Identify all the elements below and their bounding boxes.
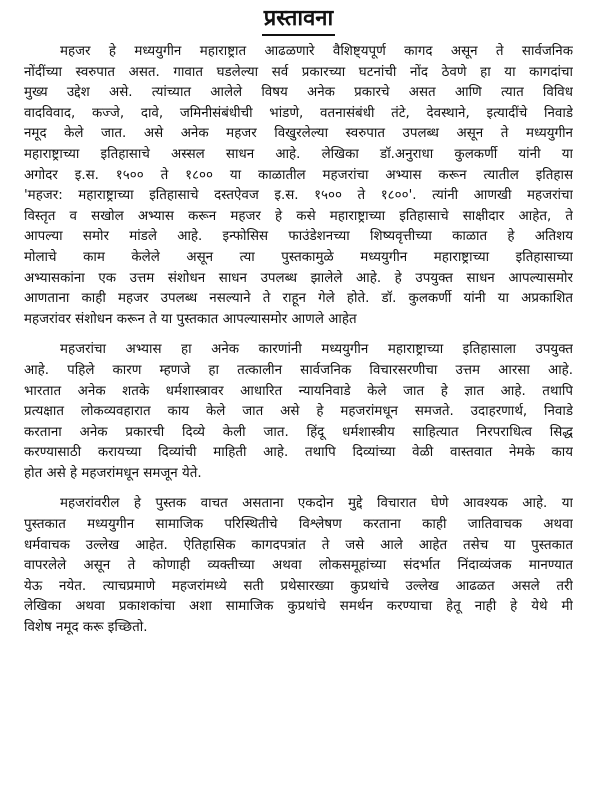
paragraph-line: महाराष्ट्राच्या इतिहासाचे अस्सल साधन आहे. लेखिका डॉ.अनुराधा कुलकर्णी यांनी या: [24, 146, 573, 162]
paragraph-line: आणताना काही महजर उपलब्ध नसल्याने ते राहून गेले होते. डॉ. कुलकर्णी यांनी या अप्रकाशित: [24, 291, 573, 307]
paragraph-line: महजर हे मध्ययुगीन महाराष्ट्रात आढळणारे वैशिष्ट्यपूर्ण कागद असून ते सार्वजनिक: [60, 44, 573, 59]
paragraph-2: [24, 340, 573, 484]
paragraph-line: प्रत्यक्षात लोकव्यवहारात काय केले जात असे हे महजरांमधून समजते. उदाहरणार्थ, निवाडे: [24, 404, 573, 420]
paragraph-line: धर्मवाचक उल्लेख आहेत. ऐतिहासिक कागदपत्रांत ते जसे आले आहेत तसेच या पुस्तकात: [24, 537, 573, 553]
paragraph-line: पुस्तकात मध्ययुगीन सामाजिक परिस्थितीचे विश्लेषण करताना काही जातिवाचक अथवा: [24, 517, 573, 533]
paragraph-line: महजरांवर संशोधन करून ते या पुस्तकात आपल्यासमोर आणले आहेत: [24, 311, 357, 327]
paragraph-line: भारतात अनेक शतके धर्मशास्त्रावर आधारित न्यायनिवाडे केले जात हे ज्ञात आहे. तथापि: [24, 383, 573, 399]
title-wrapper: [24, 4, 573, 36]
paragraph-line: महजरांवरील हे पुस्तक वाचत असताना एकदोन मुद्दे विचारात घेणे आवश्यक आहे. या: [60, 496, 573, 512]
paragraph-line: लेखिका अथवा प्रकाशकांचा अशा सामाजिक कुप्रथांचे समर्थन करण्याचा हेतू नाही हे येथे मी: [24, 599, 573, 615]
paragraph-line: येऊ नयेत. त्याचप्रमाणे महजरांमध्ये सती प्रथेसारख्या कुप्रथांचे उल्लेख आढळत असले तरी: [24, 578, 573, 594]
paragraph-line: होत असे हे महजरांमधून समजून येते.: [24, 465, 202, 481]
paragraph-line: महजरांचा अभ्यास हा अनेक कारणांनी मध्ययुगीन महाराष्ट्राच्या इतिहासाला उपयुक्त: [60, 342, 573, 358]
paragraph-line: विशेष नमूद करू इच्छितो.: [24, 620, 148, 636]
paragraph-line: अगोदर इ.स. १५०० ते १८०० या काळातील महजरांचा अभ्यास करून त्यातील इतिहास: [24, 167, 573, 183]
paragraph-line: करताना अनेक प्रकारची दिव्ये केली जात. हिंदू धर्मशास्त्रीय साहित्यात निरपराधित्व सिद्ध: [24, 424, 573, 440]
paragraph-3: [24, 494, 573, 638]
paragraph-line: वादविवाद, कज्जे, दावे, जमिनीसंबंधीची भांडणे, वतनासंबंधी तंटे, देवस्थाने, इत्यादींचे निवाडे: [24, 105, 573, 121]
paragraph-line: आपल्या समोर मांडले आहे. इन्फोसिस फाउंडेशनच्या शिष्यवृत्तीच्या काळात हे अतिशय: [24, 229, 573, 245]
paragraph-line: करण्यासाठी करायच्या दिव्यांची माहिती आहे. तथापि दिव्यांच्या वेळी वास्तवात नेमके काय: [24, 445, 573, 461]
paragraph-line: 'महजर: महाराष्ट्राच्या इतिहासाचे दस्तऐवज इ.स. १५०० ते १८००'. त्यांनी आणखी महजरांचा: [24, 188, 573, 204]
paragraph-line: वापरलेले असून ते कोणाही व्यक्तीच्या अथवा लोकसमूहांच्या संदर्भात निंदाव्यंजक मानण्यात: [24, 558, 573, 574]
paragraph-line: मुख्य उद्देश असे. त्यांच्यात आलेले विषय अनेक प्रकारचे असत आणि त्यात विविध: [24, 85, 573, 101]
paragraph-1: [24, 42, 573, 330]
paragraph-line: नमूद केले जात. असे अनेक महजर विखुरलेल्या स्वरुपात उपलब्ध असून ते मध्ययुगीन: [24, 126, 573, 142]
paragraph-line: विस्तृत व सखोल अभ्यास करून महजर हे कसे महाराष्ट्राच्या इतिहासाचे साक्षीदार आहेत, ते: [24, 208, 573, 224]
paragraph-line: आहे. पहिले कारण म्हणजे हा तत्कालीन सार्वजनिक विचारसरणीचा उत्तम आरसा आहे.: [24, 362, 573, 378]
page-title: प्रस्तावना: [262, 4, 335, 36]
paragraph-line: अभ्यासकांना एक उत्तम संशोधन साधन उपलब्ध झालेले आहे. हे उपयुक्त साधन आपल्यासमोर: [24, 270, 573, 286]
paragraph-line: नोंदींच्या स्वरुपात असत. गावात घडलेल्या सर्व प्रकारच्या घटनांची नोंद ठेवणे हा या कागदांचा: [24, 64, 573, 80]
paragraph-line: मोलाचे काम केलेले असून त्या पुस्तकामुळे मध्ययुगीन महाराष्ट्राच्या इतिहासाच्या: [24, 249, 573, 265]
